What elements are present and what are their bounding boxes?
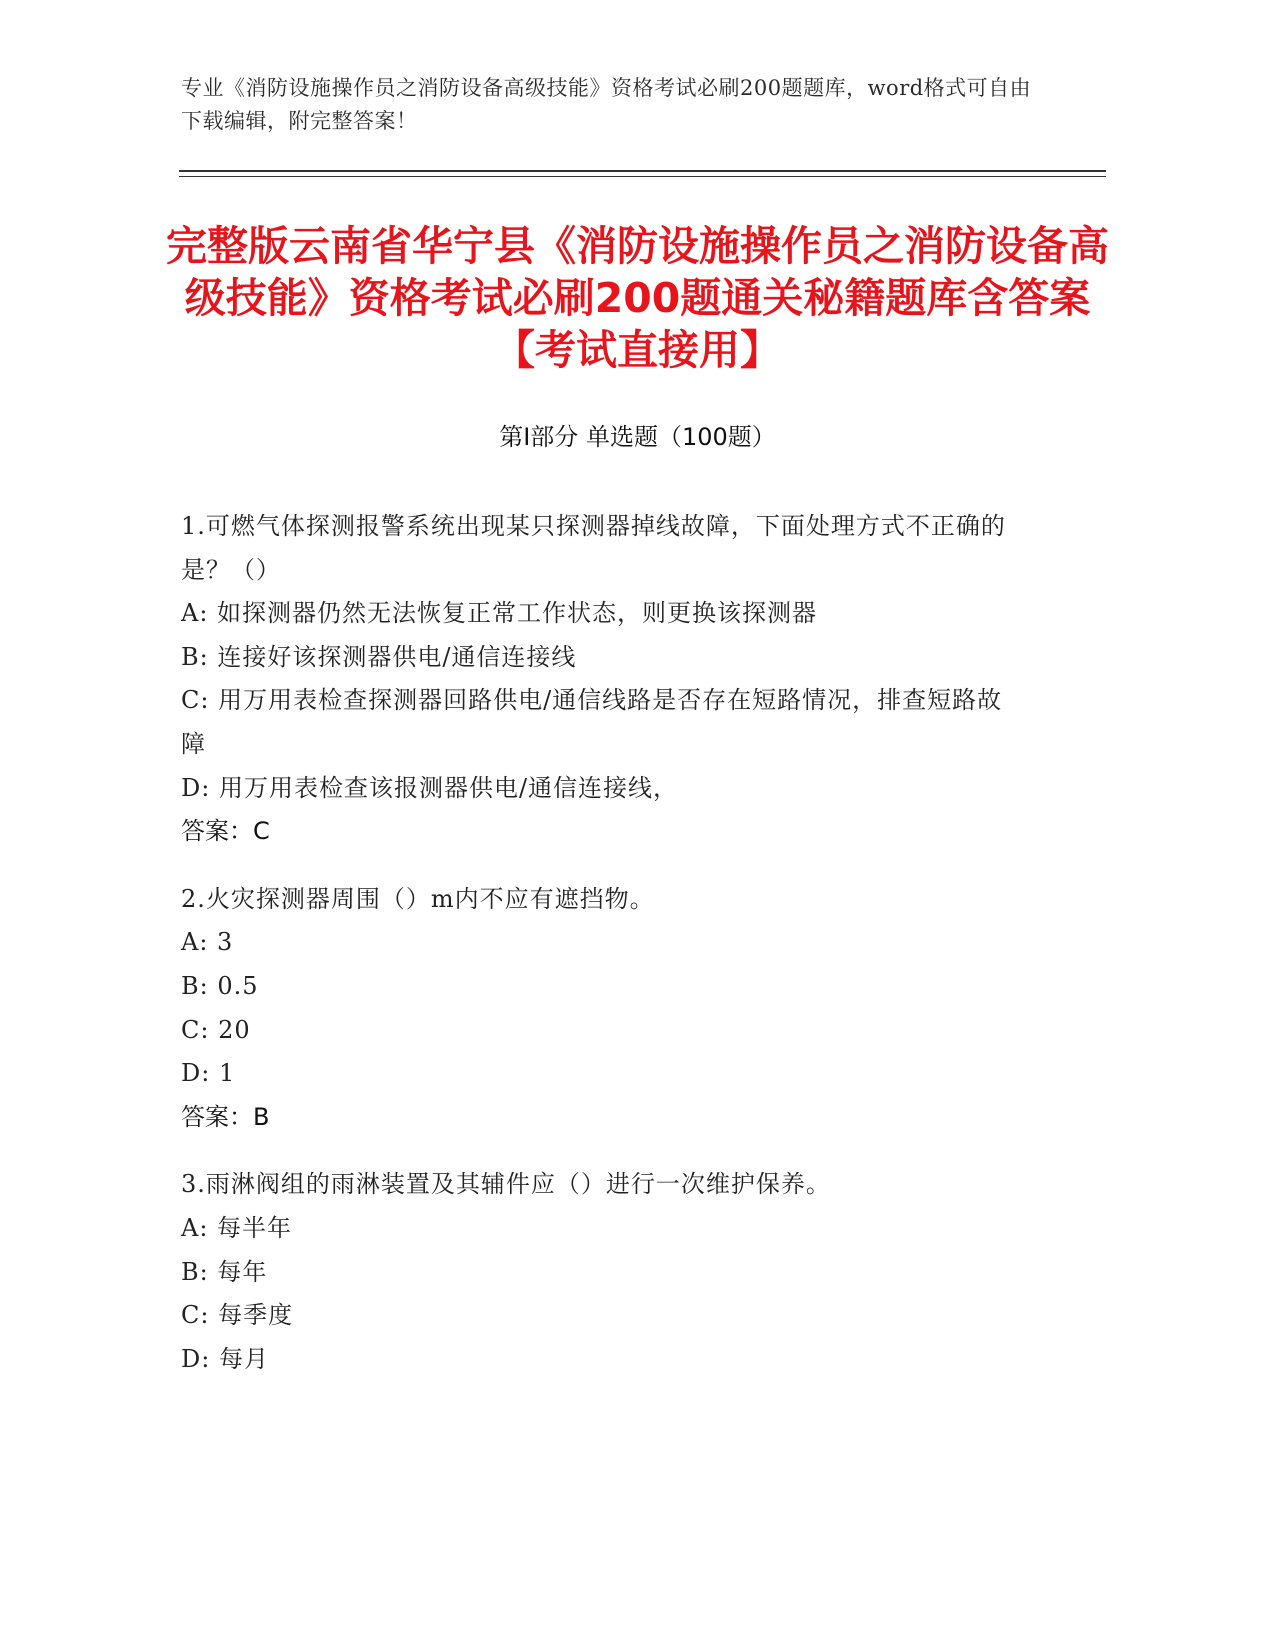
- option-a: A: 每半年: [181, 1213, 293, 1242]
- section-heading: 第I部分 单选题（100题）: [499, 423, 776, 451]
- question-item: [181, 505, 1021, 854]
- option-c: C: 20: [181, 1015, 251, 1044]
- question-list: [181, 505, 1021, 1405]
- option-c: C: 用万用表检查探测器回路供电/通信线路是否存在短路情况，排查短路故障: [181, 686, 1003, 758]
- option-b: B: 0.5: [181, 971, 259, 1000]
- header-divider-thin: [179, 176, 1106, 177]
- option-b: B: 每年: [181, 1257, 268, 1286]
- question-item: [181, 878, 1021, 1140]
- option-d: D: 每月: [181, 1344, 269, 1373]
- option-a: A: 3: [181, 928, 234, 957]
- answer-line: 答案：C: [181, 817, 270, 846]
- answer-line: 答案：B: [181, 1102, 270, 1131]
- option-d: D: 1: [181, 1059, 236, 1088]
- question-stem: 2.火灾探测器周围（）m内不应有遮挡物。: [181, 884, 655, 913]
- question-stem: 3.雨淋阀组的雨淋装置及其辅件应（）进行一次维护保养。: [181, 1170, 831, 1199]
- option-a: A: 如探测器仍然无法恢复正常工作状态，则更换该探测器: [181, 599, 818, 628]
- header-note: 专业《消防设施操作员之消防设备高级技能》资格考试必刷200题题库，word格式可自由下载编辑，附完整答案！: [181, 76, 1032, 133]
- document-title: 完整版云南省华宁县《消防设施操作员之消防设备高级技能》资格考试必刷200题通关秘籍题库含答案【考试直接用】: [166, 222, 1109, 374]
- option-d: D: 用万用表检查该报测器供电/通信连接线，: [181, 773, 679, 802]
- question-stem: 1.可燃气体探测报警系统出现某只探测器掉线故障，下面处理方式不正确的是？（）: [181, 512, 1006, 584]
- option-b: B: 连接好该探测器供电/通信连接线: [181, 642, 577, 671]
- option-c: C: 每季度: [181, 1301, 294, 1330]
- question-item: [181, 1163, 1021, 1381]
- header-divider-thick: [179, 170, 1106, 172]
